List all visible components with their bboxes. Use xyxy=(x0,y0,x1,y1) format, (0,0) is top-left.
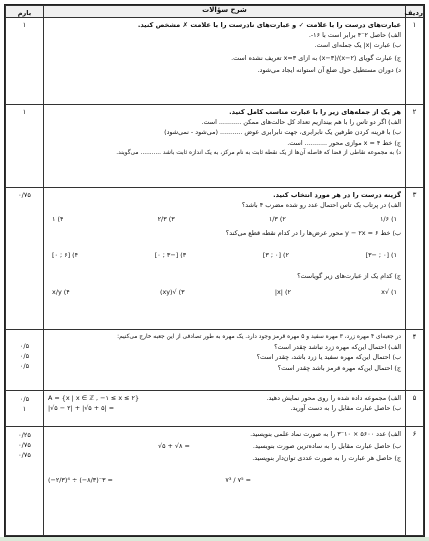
question-title: در جعبه‌ای ۴ مهره زرد، ۳ مهره سفید و ۵ مهره قرمز وجود دارد. یک مهره به طور تصادفی از این جعبه خارج می‌کنیم: xyxy=(117,334,401,340)
header-score: بارم xyxy=(6,6,44,18)
item-d: د) دوران مستطیل حول ضلع آن استوانه ایجاد می‌شود. xyxy=(257,65,401,74)
options-b xyxy=(48,239,401,271)
exam-sheet xyxy=(4,4,425,537)
options-c xyxy=(48,281,401,303)
option[interactable]: ۱) [۰ ; −۳] xyxy=(365,250,397,259)
expression-c2: ۷³ / ۷⁵ = xyxy=(225,476,251,485)
item-b: ب) احتمال این‌که مهره سفید یا زرد باشد، چقدر است؟ xyxy=(256,353,401,362)
score-b: ۱ xyxy=(22,405,27,413)
option[interactable]: ۲) ۱/۳ xyxy=(268,215,286,224)
header-question: شرح سؤالات xyxy=(44,6,406,18)
item-c: ج) احتمال این‌که مهره قرمز باشد چقدر است؟ xyxy=(277,363,401,372)
item-b: ب) حاصل عبارت مقابل را به ساده‌ترین صورت بنویسید. xyxy=(252,442,401,451)
question-score xyxy=(6,427,44,536)
question-row-5 xyxy=(6,391,424,427)
option[interactable]: ۲) [۰ ; ۳] xyxy=(262,250,289,259)
score-c: ۰/۷۵ xyxy=(18,451,31,459)
table-header-row xyxy=(6,6,424,18)
score-b: ۰/۵ xyxy=(19,352,30,360)
option[interactable]: ۴) [۶ ; ۰] xyxy=(52,250,79,259)
score-a: ۰/۲۵ xyxy=(18,431,31,439)
header-row-number: ردیف xyxy=(406,6,424,18)
question-number: ۲ xyxy=(406,105,424,188)
option[interactable]: ۳) √(xy) xyxy=(159,287,185,296)
score-c: ۰/۵ xyxy=(19,362,30,370)
item-b: ب) خط y − ۲x = ۶ محور عرض‌ها را در کدام نقطه قطع می‌کند؟ xyxy=(225,229,401,238)
expression-b: |√۵ − ۲| + |√۵ + ۵| = xyxy=(48,404,115,413)
question-row-4 xyxy=(6,330,424,391)
expression-c1: (−۲/۳)⁴ ÷ (−۸/۳)⁻۳ = xyxy=(48,476,113,485)
item-a: الف) حاصل ۲⁻۴ برابر است با ۱۶-. xyxy=(308,31,401,40)
item-b: ب) با قرینه کردن طرفین یک نابرابری، جهت نابرابری عوض ........... (می‌شود - نمی‌شود) xyxy=(164,128,401,137)
question-row-6 xyxy=(6,427,424,536)
option[interactable]: ۳) [−۳ ; ۰] xyxy=(154,250,187,259)
question-body xyxy=(44,18,406,105)
item-c-expressions xyxy=(48,463,401,497)
question-body xyxy=(44,391,406,427)
question-body xyxy=(44,188,406,330)
item-a: الف) اگر دو تاس را با هم بیندازیم تعداد کل حالت‌های ممکن ........... است. xyxy=(201,118,401,127)
score-b: ۰/۷۵ xyxy=(18,441,31,449)
question-title: عبارت‌های درست را با علامت ✓ و عبارت‌های نادرست را با علامت ✗ مشخص کنید. xyxy=(137,21,401,29)
question-row-2 xyxy=(6,105,424,188)
item-a: الف) در پرتاب یک تاس احتمال عدد رو شده مضرب ۴ باشد؟ xyxy=(241,201,401,210)
question-body xyxy=(44,105,406,188)
question-row-3 xyxy=(6,188,424,330)
item-c: ج) کدام یک از عبارت‌های زیر گویاست؟ xyxy=(297,271,401,280)
question-number: ۶ xyxy=(406,427,424,536)
option[interactable]: ۳) ۲/۳ xyxy=(157,215,175,224)
question-body xyxy=(44,330,406,391)
expression-a: A = {x | x ∈ ℤ , −۱ ≤ x ≤ ۲} xyxy=(48,394,140,402)
score-a: ۰/۵ xyxy=(19,395,30,403)
question-number: ۴ xyxy=(406,330,424,391)
item-b-row xyxy=(48,439,401,453)
item-b-row xyxy=(48,403,401,413)
option[interactable]: ۴) x/y xyxy=(52,287,70,296)
question-number: ۱ xyxy=(406,18,424,105)
question-body xyxy=(44,427,406,536)
question-number: ۵ xyxy=(406,391,424,427)
question-score: ۱ xyxy=(6,105,44,188)
item-c: ج) عبارت گویای (x−۲)/(x−۳) به ازای x=۳ تعریف نشده است. xyxy=(231,53,401,62)
question-score xyxy=(6,330,44,391)
score-a: ۰/۵ xyxy=(19,342,30,350)
bottom-bar xyxy=(0,537,429,541)
option[interactable]: ۲) |x| xyxy=(274,287,291,296)
item-a: الف) احتمال این‌که مهره زرد نباشد چقدر است؟ xyxy=(274,343,401,352)
item-b: ب) عبارت |x| یک جمله‌ای است. xyxy=(314,41,401,50)
item-c: ج) خط x = ۴ موازی محور ........... است. xyxy=(287,138,401,147)
question-score: ۱ xyxy=(6,18,44,105)
question-number: ۳ xyxy=(406,188,424,330)
item-c: ج) حاصل هر عبارت را به صورت عددی توان‌دار بنویسید. xyxy=(252,454,401,463)
question-score xyxy=(6,391,44,427)
item-a-row xyxy=(48,393,401,403)
option[interactable]: ۴) ۱ xyxy=(52,215,64,224)
option[interactable]: ۱) √x xyxy=(381,287,397,296)
item-a: الف) مجموعه داده شده را روی محور نمایش دهید. xyxy=(266,394,401,402)
option[interactable]: ۱) ۱/۶ xyxy=(380,215,397,224)
item-b: ب) حاصل عبارت مقابل را به دست آورید. xyxy=(290,404,401,413)
question-title: هر یک از جمله‌های زیر را با عبارت مناسب کامل کنید. xyxy=(229,108,401,116)
item-a: الف) عدد ۵۶۰۰ × ۱۰⁻۳ را به صورت نماد علمی بنویسید. xyxy=(250,430,401,438)
item-d: د) به مجموعه نقاطی از فضا که فاصله آن‌ها از یک نقطه ثابت به نام مرکز، به یک اندازه ثابت باشد ........... می‌گویند. xyxy=(116,149,401,156)
options-a xyxy=(48,210,401,228)
question-row-1 xyxy=(6,18,424,105)
question-score: ۰/۷۵ xyxy=(6,188,44,330)
expression-b: √۵ + √۸ = xyxy=(158,442,190,451)
question-title: گزینه درست را در هر مورد انتخاب کنید. xyxy=(273,191,401,199)
questions-table xyxy=(5,5,424,536)
